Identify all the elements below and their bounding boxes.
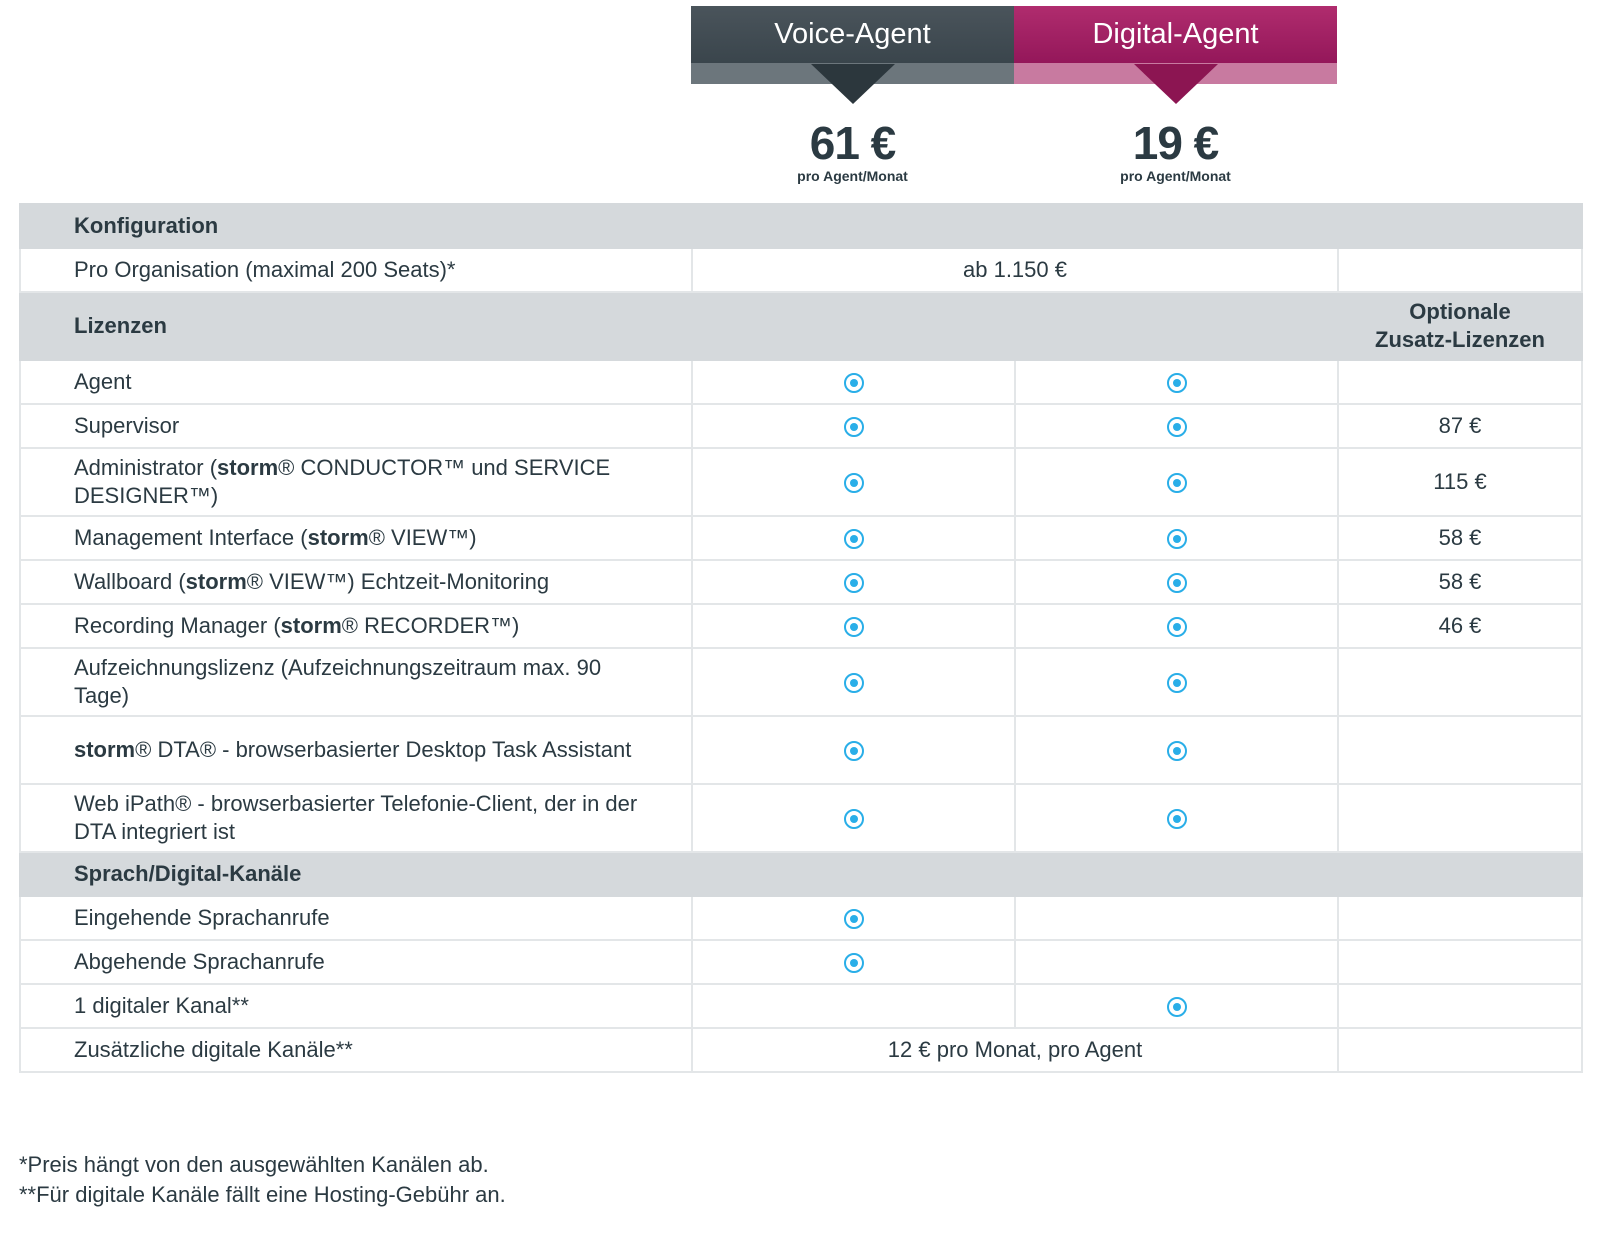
radio-dot-icon	[1167, 741, 1187, 761]
section-title: Konfiguration	[20, 204, 1582, 248]
voice-agent-price	[691, 118, 1014, 184]
voice-agent-price-amount: 61 €	[809, 117, 896, 169]
row-label-suffix: ® VIEW™)	[368, 525, 477, 550]
row-label: 1 digitaler Kanal**	[20, 984, 692, 1028]
radio-dot-icon	[844, 529, 864, 549]
radio-dot-icon	[1167, 673, 1187, 693]
table-row	[20, 404, 1582, 448]
row-label	[20, 448, 692, 516]
digital-agent-cell	[1015, 560, 1338, 604]
row-label: Eingehende Sprachanrufe	[20, 896, 692, 940]
storm-brand: storm	[217, 455, 279, 480]
digital-agent-price-amount: 19 €	[1132, 117, 1219, 169]
radio-dot-icon	[844, 673, 864, 693]
row-label: Agent	[20, 360, 692, 404]
table-row	[20, 984, 1582, 1028]
row-label-prefix: Administrator (	[74, 455, 218, 480]
row-extra	[1338, 1028, 1582, 1072]
row-label-prefix: Recording Manager (	[74, 613, 281, 638]
pricing-table	[19, 203, 1583, 1073]
voice-agent-header	[691, 6, 1014, 84]
table-row	[20, 516, 1582, 560]
section-title: Lizenzen	[20, 292, 1338, 360]
voice-agent-cell	[692, 716, 1015, 784]
voice-agent-cell	[692, 448, 1015, 516]
optional-license-price	[1338, 648, 1582, 716]
row-label: Pro Organisation (maximal 200 Seats)*	[20, 248, 692, 292]
optional-license-price: 46 €	[1338, 604, 1582, 648]
row-label	[20, 560, 692, 604]
table-row	[20, 648, 1582, 716]
digital-agent-cell	[1015, 648, 1338, 716]
row-extra	[1338, 984, 1582, 1028]
radio-dot-icon	[1167, 617, 1187, 637]
digital-agent-title: Digital-Agent	[1014, 6, 1337, 63]
digital-agent-cell	[1015, 404, 1338, 448]
footnote-1: *Preis hängt von den ausgewählten Kanälen ab.	[19, 1152, 489, 1177]
table-row	[20, 716, 1582, 784]
voice-agent-cell	[692, 360, 1015, 404]
optional-license-price: 115 €	[1338, 448, 1582, 516]
row-label: Zusätzliche digitale Kanäle**	[20, 1028, 692, 1072]
optional-license-price: 58 €	[1338, 516, 1582, 560]
row-label	[20, 516, 692, 560]
row-label-prefix: Management Interface (	[74, 525, 308, 550]
optional-licenses-header	[1338, 292, 1582, 360]
optional-license-price: 58 €	[1338, 560, 1582, 604]
radio-dot-icon	[844, 417, 864, 437]
voice-agent-title: Voice-Agent	[691, 6, 1014, 63]
voice-agent-cell	[692, 516, 1015, 560]
row-label	[20, 716, 692, 784]
storm-brand: storm	[280, 613, 342, 638]
table-row	[20, 784, 1582, 852]
radio-dot-icon	[844, 617, 864, 637]
optional-license-price	[1338, 360, 1582, 404]
digital-agent-cell	[1015, 984, 1338, 1028]
voice-agent-cell	[692, 940, 1015, 984]
row-label: Abgehende Sprachanrufe	[20, 940, 692, 984]
voice-agent-cell	[692, 560, 1015, 604]
digital-agent-cell	[1015, 716, 1338, 784]
row-label-suffix: ® DTA® - browserbasierter Desktop Task Assistant	[135, 737, 632, 762]
voice-agent-pointer	[811, 64, 895, 104]
radio-dot-icon	[1167, 473, 1187, 493]
row-value: ab 1.150 €	[692, 248, 1338, 292]
digital-agent-header	[1014, 6, 1337, 84]
row-value: 12 € pro Monat, pro Agent	[692, 1028, 1338, 1072]
storm-brand: storm	[74, 737, 136, 762]
optional-license-price: 87 €	[1338, 404, 1582, 448]
section-row-lizenzen	[20, 292, 1582, 360]
row-label: Web iPath® - browserbasierter Telefonie-Client, der in der DTA integriert ist	[20, 784, 692, 852]
section-row-kanaele	[20, 852, 1582, 896]
digital-agent-cell	[1015, 448, 1338, 516]
radio-dot-icon	[1167, 997, 1187, 1017]
optional-licenses-line1: Optionale	[1409, 299, 1511, 324]
voice-agent-cell	[692, 404, 1015, 448]
row-label-suffix: ® VIEW™) Echtzeit-Monitoring	[246, 569, 550, 594]
optional-license-price	[1338, 784, 1582, 852]
voice-agent-cell	[692, 984, 1015, 1028]
radio-dot-icon	[844, 953, 864, 973]
table-row	[20, 896, 1582, 940]
row-label-suffix: ® CONDUCTOR™ und SERVICE DESIGNER™)	[74, 455, 611, 508]
radio-dot-icon	[1167, 529, 1187, 549]
digital-agent-price	[1014, 118, 1337, 184]
digital-agent-cell	[1015, 896, 1338, 940]
row-label: Supervisor	[20, 404, 692, 448]
digital-agent-cell	[1015, 784, 1338, 852]
digital-agent-pointer	[1134, 64, 1218, 104]
section-title: Sprach/Digital-Kanäle	[20, 852, 1582, 896]
digital-agent-cell	[1015, 360, 1338, 404]
radio-dot-icon	[1167, 373, 1187, 393]
table-row	[20, 1028, 1582, 1072]
radio-dot-icon	[1167, 417, 1187, 437]
digital-agent-cell	[1015, 516, 1338, 560]
storm-brand: storm	[185, 569, 247, 594]
digital-agent-cell	[1015, 604, 1338, 648]
radio-dot-icon	[844, 373, 864, 393]
optional-licenses-line2: Zusatz-Lizenzen	[1375, 327, 1545, 352]
table-row	[20, 604, 1582, 648]
radio-dot-icon	[1167, 809, 1187, 829]
table-row	[20, 448, 1582, 516]
digital-agent-cell	[1015, 940, 1338, 984]
table-row	[20, 360, 1582, 404]
section-row-konfiguration	[20, 204, 1582, 248]
radio-dot-icon	[1167, 573, 1187, 593]
row-label	[20, 604, 692, 648]
storm-brand: storm	[307, 525, 369, 550]
row-label: Aufzeichnungslizenz (Aufzeichnungszeitraum max. 90 Tage)	[20, 648, 692, 716]
row-extra	[1338, 896, 1582, 940]
voice-agent-price-unit: pro Agent/Monat	[797, 168, 908, 184]
voice-agent-cell	[692, 784, 1015, 852]
table-row	[20, 560, 1582, 604]
radio-dot-icon	[844, 473, 864, 493]
table-row	[20, 248, 1582, 292]
row-extra	[1338, 940, 1582, 984]
voice-agent-cell	[692, 896, 1015, 940]
radio-dot-icon	[844, 573, 864, 593]
voice-agent-cell	[692, 604, 1015, 648]
row-label-prefix: Wallboard (	[74, 569, 186, 594]
row-label-suffix: ® RECORDER™)	[341, 613, 520, 638]
digital-agent-price-unit: pro Agent/Monat	[1120, 168, 1231, 184]
radio-dot-icon	[844, 741, 864, 761]
radio-dot-icon	[844, 909, 864, 929]
footnote-2: **Für digitale Kanäle fällt eine Hosting-Gebühr an.	[19, 1182, 506, 1207]
voice-agent-cell	[692, 648, 1015, 716]
row-extra	[1338, 248, 1582, 292]
radio-dot-icon	[844, 809, 864, 829]
optional-license-price	[1338, 716, 1582, 784]
table-row	[20, 940, 1582, 984]
